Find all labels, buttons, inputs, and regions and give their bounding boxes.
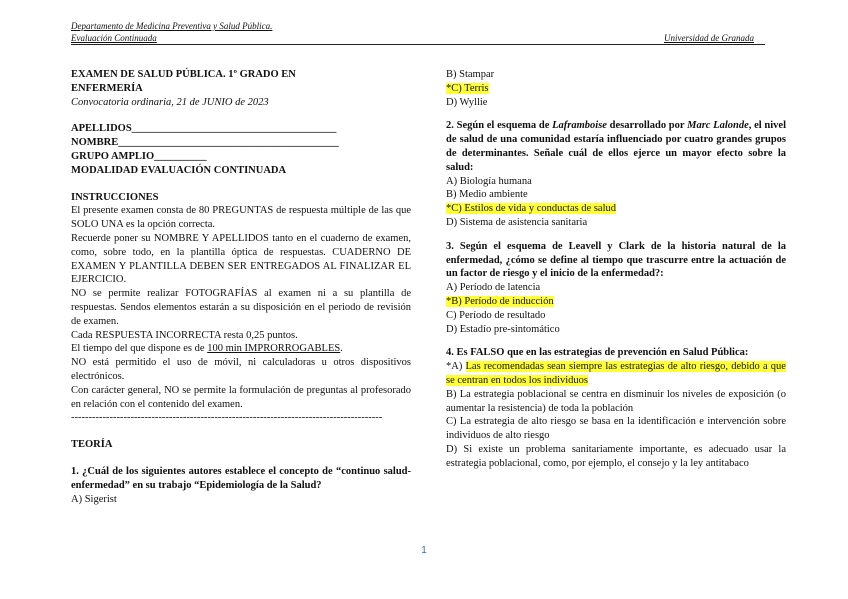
right-column xyxy=(446,68,786,471)
instruction-5: El tiempo del que dispone es de 100 min IMPRORROGABLES. xyxy=(71,343,343,355)
exam-title-line-1: EXAMEN DE SALUD PÚBLICA. 1º GRADO EN xyxy=(71,69,296,80)
question-3-option-d: D) Estadío pre-sintomático xyxy=(446,323,560,335)
instruction-1: El presente examen consta de 80 PREGUNTAS de respuesta múltiple de las que SOLO UNA es la opción correcta. xyxy=(71,205,411,231)
question-2-option-d: D) Sistema de asistencia sanitaria xyxy=(446,216,588,228)
page-number: 1 xyxy=(421,545,427,556)
header-evaluation: Evaluación Continuada xyxy=(71,33,157,43)
section-teoria: TEORÍA xyxy=(71,439,113,451)
exam-title-line-2: ENFERMERÍA xyxy=(71,82,143,94)
question-4-option-c: C) La estrategia de alto riesgo se basa en la identificación e intervención sobre individuos de alto riesgo xyxy=(446,416,786,442)
instruction-2: Recuerde poner su NOMBRE Y APELLIDOS tanto en el cuaderno de examen, como, sobre todo, en la plantilla óptica de respuestas. CUADERNO DE EXAMEN Y PLANTILLA DEBEN SER ENTREGADOS AL FINALIZAR EL EJERCICIO. xyxy=(71,232,411,286)
question-2-option-c: *C) Estilos de vida y conductas de salud xyxy=(446,203,617,215)
header-department: Departamento de Medicina Preventiva y Salud Pública. xyxy=(71,21,273,31)
instructions-title: INSTRUCCIONES xyxy=(71,191,159,203)
question-1: 1. ¿Cuál de los siguientes autores establece el concepto de “continuo salud-enfermedad” en su trabajo “Epidemiología de la Salud? xyxy=(71,465,411,491)
question-3-option-c: C) Período de resultado xyxy=(446,309,546,321)
question-1-option-c: *C) Terris xyxy=(446,82,489,94)
instruction-7: Con carácter general, NO se permite la formulación de preguntas al profesorado en relación con el contenido del examen. xyxy=(71,384,411,410)
modalidad: MODALIDAD EVALUACIÓN CONTINUADA xyxy=(71,164,287,176)
instruction-3: NO se permite realizar FOTOGRAFÍAS al examen ni a su plantilla de respuestas. Sendos elementos estarán a su disposición en el periodo de revisión de examen. xyxy=(71,288,411,327)
instruction-6: NO está permitido el uso de móvil, ni calculadoras u otros dispositivos electrónicos. xyxy=(71,357,411,382)
nombre-field: NOMBRE__________________________________________ xyxy=(71,137,339,149)
header-rule xyxy=(71,44,765,45)
convocatoria: Convocatoria ordinaria, 21 de JUNIO de 2023 xyxy=(71,96,269,108)
question-4-option-b: B) La estrategia poblacional se centra en disminuir los niveles de exposición (o aumentar la resistencia) de toda la población xyxy=(446,388,786,414)
question-2-option-b: B) Medio ambiente xyxy=(446,189,528,201)
question-3-option-a: A) Período de latencia xyxy=(446,282,541,294)
instruction-4: Cada RESPUESTA INCORRECTA resta 0,25 puntos. xyxy=(71,329,298,341)
apellidos-field: APELLIDOS_______________________________________ xyxy=(71,123,337,135)
question-3: 3. Según el esquema de Leavell y Clark de la historia natural de la enfermedad, ¿cómo se define al tiempo que trascurre entre la actuación de un factor de riesgo y el inicio de la enfermedad?: xyxy=(446,240,786,280)
question-4: 4. Es FALSO que en las estrategias de prevención en Salud Pública: xyxy=(446,347,749,359)
left-column xyxy=(71,68,411,506)
question-1-option-a: A) Sigerist xyxy=(71,493,117,505)
header-university: Universidad de Granada xyxy=(664,33,754,43)
question-1-option-b: B) Stampar xyxy=(446,69,495,80)
question-2-option-a: A) Biología humana xyxy=(446,175,532,187)
question-4-option-a: *A) Las recomendadas sean siempre las estrategias de alto riesgo, debido a que se centran en todos los individuos xyxy=(446,361,786,386)
question-1-option-d: D) Wyllie xyxy=(446,96,488,108)
question-3-option-b: *B) Período de inducción xyxy=(446,295,554,307)
separator-dashes: ----------------------------------------------------------------------------------------- xyxy=(71,412,383,424)
question-4-option-d: D) Si existe un problema sanitariamente importante, es adecuado usar la estrategia poblacional, como, por ejemplo, el consejo y la ley antitabaco xyxy=(446,443,786,469)
question-2: 2. Según el esquema de Laframboise desarrollado por Marc Lalonde, el nivel de salud de una comunidad estaría influenciado por cuatro grandes grupos de determinantes. Señale cuál de ellos ejerce un mayor efecto sobre la salud: xyxy=(446,120,787,173)
grupo-field: GRUPO AMPLIO__________ xyxy=(71,150,207,162)
